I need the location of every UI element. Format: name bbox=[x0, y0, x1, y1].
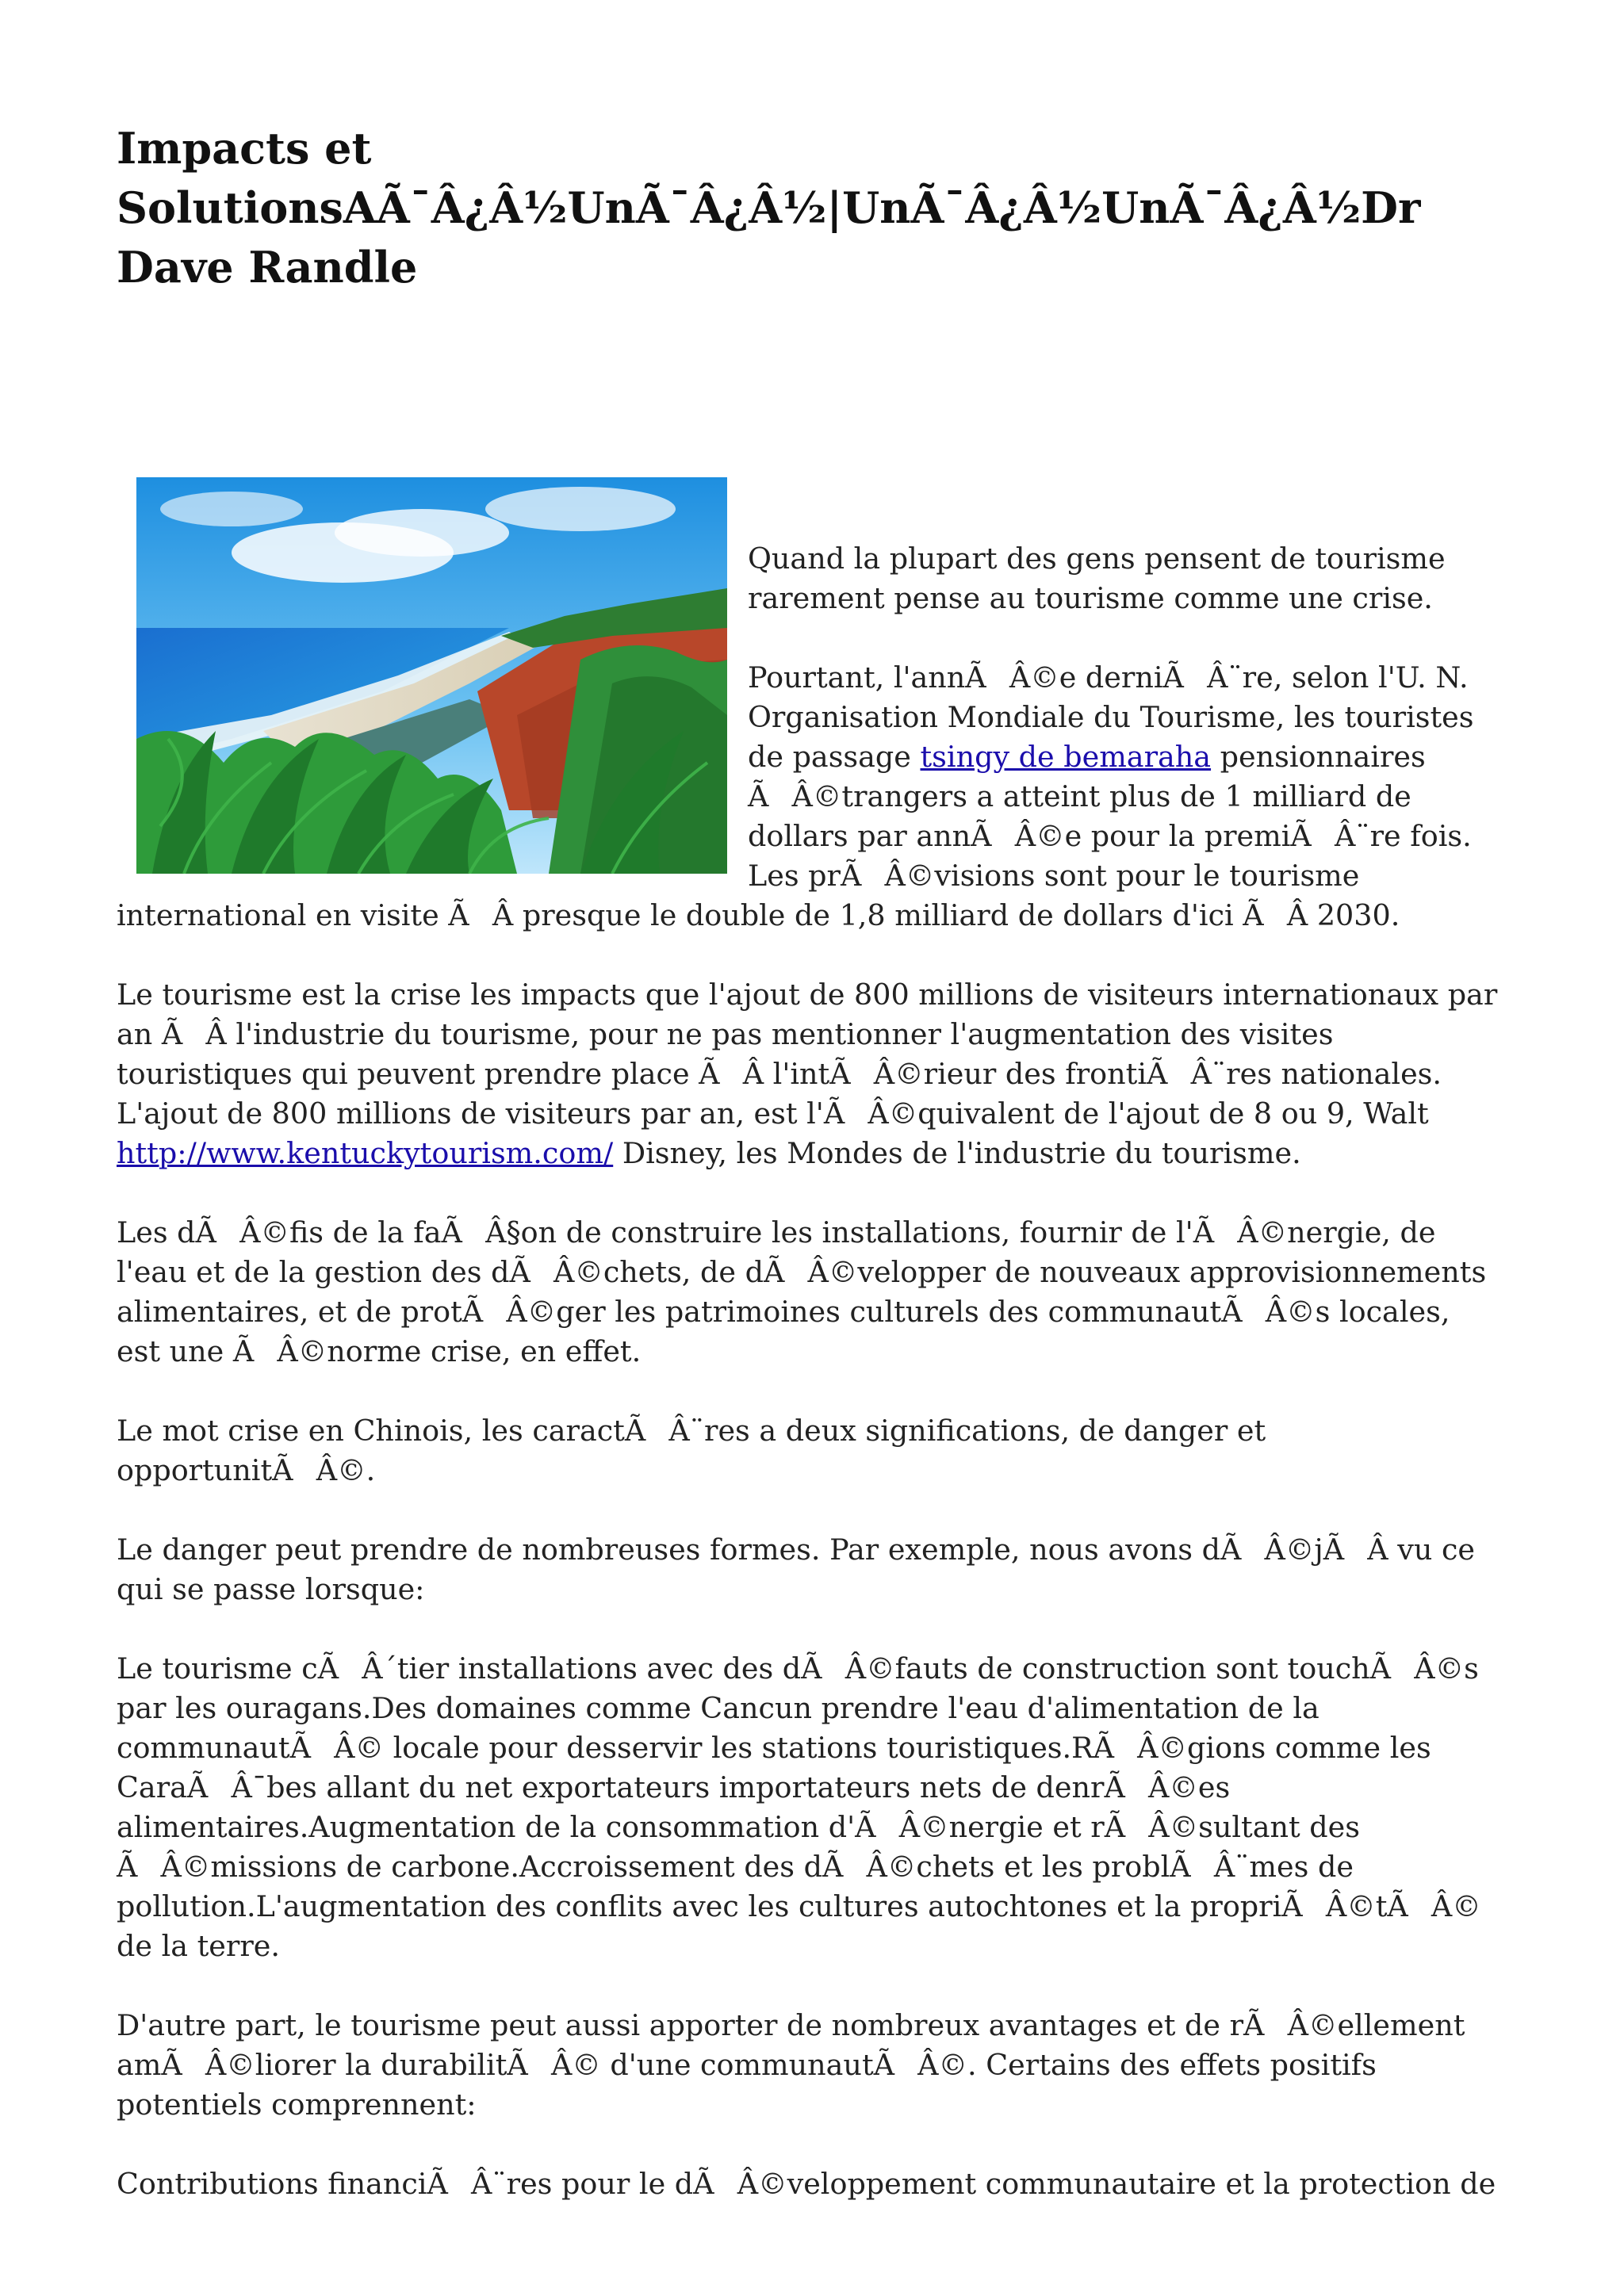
paragraph-contributions: Contributions financiÃÂ¨res pour le dÃÂ©veloppement communautaire et la protection de bbox=[117, 2167, 1496, 2201]
page-title: Impacts et SolutionsAÃ¯Â¿Â½UnÃ¯Â¿Â½|UnÃ¯Â¿Â½UnÃ¯Â¿Â½Dr Dave Randle bbox=[117, 123, 1421, 293]
link-kentucky-tourism[interactable]: http://www.kentuckytourism.com/ bbox=[117, 1136, 614, 1170]
paragraph-danger-examples: Le tourisme cÃÂ´tier installations avec des dÃÂ©fauts de construction sont touchÃÂ©s par les ouragans.Des domaines comme Cancun prendre l'eau d'alimentation de la communautÃÂ© locale pour desservir les stations touristiques.RÃÂ©gions comme les CaraÃÂ¯bes allant du net exportateurs importateurs nets de denrÃÂ©es alimentaires.Augmentation de la consommation d'ÃÂ©nergie et rÃÂ©sultant des ÃÂ©missions de carbone.Accroissement des dÃÂ©chets et les problÃÂ¨mes de pollution.L'augmentation des conflits avec les cultures autochtones et la propriÃÂ©tÃÂ© de la terre. bbox=[117, 1651, 1481, 1963]
paragraph-statistics: Pourtant, l'annÃÂ©e derniÃÂ¨re, selon l'U. N. Organisation Mondiale du Tourisme, les touristes de passage tsingy de bemaraha pensionnaires ÃÂ©trangers a atteint plus de 1 milliard de dollars par annÃÂ©e pour la premiÃÂ¨re fois. Les prÃÂ©visions sont pour le tourisme international en visite ÃÂ presque le double de 1,8 milliard de dollars d'ici ÃÂ 2030. bbox=[117, 660, 1474, 932]
page bbox=[117, 119, 1500, 2201]
paragraph-chinese-crisis: Le mot crise en Chinois, les caractÃÂ¨res a deux significations, de danger et opportunitÃÂ©. bbox=[117, 1414, 1266, 1487]
paragraph-benefits: D'autre part, le tourisme peut aussi apporter de nombreux avantages et de rÃÂ©ellement amÃÂ©liorer la durabilitÃÂ© d'une communautÃÂ©. Certains des effets positifs potentiels comprennent: bbox=[117, 2008, 1465, 2122]
paragraph-intro: Quand la plupart des gens pensent de tourisme rarement pense au tourisme comme une crise. bbox=[748, 541, 1446, 615]
article-body bbox=[117, 477, 1500, 2244]
paragraph-danger: Le danger peut prendre de nombreuses formes. Par exemple, nous avons dÃÂ©jÃÂ vu ce qui se passe lorsque: bbox=[117, 1533, 1475, 1606]
paragraph-challenges: Les dÃÂ©fis de la faÃÂ§on de construire les installations, fournir de l'ÃÂ©nergie, de l'eau et de la gestion des dÃÂ©chets, de dÃÂ©velopper de nouveaux approvisionnements alimentaires, et de protÃÂ©ger les patrimoines culturels des communautÃÂ©s locales, est une ÃÂ©norme crise, en effet. bbox=[117, 1215, 1487, 1368]
paragraph-crisis-impacts: Le tourisme est la crise les impacts que l'ajout de 800 millions de visiteurs internationaux par an ÃÂ l'industrie du tourisme, pour ne pas mentionner l'augmentation des visites touristiques qui peuvent prendre place ÃÂ l'intÃÂ©rieur des frontiÃÂ¨res nationales. L'ajout de 800 millions de visiteurs par an, est l'ÃÂ©quivalent de l'ajout de 8 ou 9, Walt http://www.kentuckytourism.com/ Disney, les Mondes de l'industrie du tourisme. bbox=[117, 978, 1498, 1170]
beach-palm-photo bbox=[136, 477, 727, 874]
link-tsingy[interactable]: tsingy de bemaraha bbox=[920, 740, 1212, 774]
